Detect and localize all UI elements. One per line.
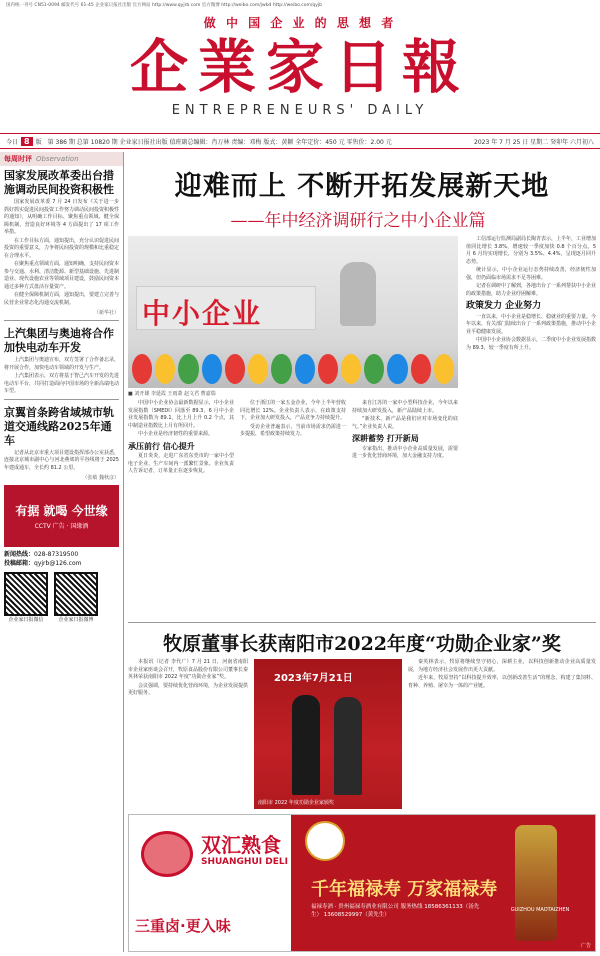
- ball-icon: [155, 354, 175, 384]
- paragraph: 会议强调，要持续优化营商环境，为企业发展提供更好服务。: [128, 682, 249, 696]
- ball-icon: [387, 354, 407, 384]
- left-column: [0, 152, 124, 952]
- divider: [4, 320, 119, 321]
- wine-ad[interactable]: [291, 815, 595, 951]
- wine-brand: 千年福禄寿 万家福禄寿: [311, 879, 498, 900]
- paragraph: 在聚焦重点领域方面，通知明确，支持民间资本参与交通、水利、清洁能源、新型基础设施、先进制造业、现代设施农业等领域项目建设，鼓励民间资本通过多种方式盘活存量资产。: [4, 261, 120, 290]
- shuanghui-brand: 双汇熟食: [201, 833, 281, 857]
- paragraph: 受访企业普遍表示，当前市场需求仍需进一步提振，希望政策持续发力。: [240, 423, 346, 437]
- left-article-1: [0, 199, 123, 307]
- masthead-title: 企業家日報: [129, 33, 470, 101]
- qr-label: 企业家日报微信: [8, 617, 44, 623]
- body-column-1: [128, 400, 234, 477]
- paragraph: 记者在调研中了解到，各地出台了一系列帮扶中小企业的政策措施，助力企业纾困解难。: [466, 283, 597, 297]
- ban-label: 版: [35, 138, 42, 146]
- seal-logo-icon: [305, 821, 345, 861]
- left-ad-banner[interactable]: [4, 485, 119, 547]
- ball-icon: [202, 354, 222, 384]
- masthead-english: ENTREPRENEURS' DAILY: [171, 103, 429, 118]
- paragraph: 上汽集团表示，双方将基于智己汽车开发的先进电动车平台，共同打造面向中国市场的全新高端电动车型。: [4, 373, 120, 394]
- bottle-icon: [515, 825, 557, 941]
- paragraph: 上汽集团与奥迪宣布，双方签署了合作备忘录，将开展合作，加快电动车领域的开发与生产。: [4, 357, 120, 371]
- tag-en: Observation: [36, 155, 79, 163]
- email-address[interactable]: qyjrb@126.com: [34, 560, 82, 567]
- weekly-commentary-tag: [0, 152, 123, 166]
- shuanghui-slogan: 三重卤·更入味: [135, 917, 231, 935]
- paragraph: 来自江苏的一家中小型科技企业，今年以来持续加大研发投入，新产品陆续上市。: [352, 400, 458, 414]
- paragraph: 位于浙江的一家五金企业，今年上半年营收同比增长 12%。企业负责人表示，在政策支持下，企业加大研发投入，产品竞争力持续提升。: [240, 400, 346, 421]
- ball-icon: [318, 354, 338, 384]
- paragraph: 记者从北京市重大项目建设指挥部办公室获悉，连接北京城市副中心与河北燕郊的平谷线将于 2025 年建成通车，全长约 81.2 公里。: [4, 449, 120, 471]
- left-headline-3[interactable]: 京翼首条跨省域城市轨道交通线路2025年通车: [4, 405, 114, 447]
- paragraph: 国家发展改革委 7 月 24 日发布《关于进一步抓好抓实促进民间投资工作努力调动民间投资积极性的通知》，从明确工作目标、聚焦重点领域、健全保障机制、营造良好环境等 4 方面提出了 17 项工作举措。: [4, 199, 120, 235]
- contact-block: [4, 550, 119, 568]
- weibo-qr-icon[interactable]: [54, 572, 98, 616]
- main-right-column: [466, 236, 596, 353]
- second-headline[interactable]: 牧原董事长获南阳市2022年度“功勋企业家”奖: [163, 633, 561, 655]
- ball-icon: [411, 354, 431, 384]
- paragraph: 本报讯（记者 李代广）7 月 21 日，河南省南阳市企业家座谈会召开，牧原食品股份有限公司董事长秦英林荣获南阳市 2022 年度“功勋企业家”奖。: [128, 659, 249, 680]
- hotline-label: 新闻热线：: [4, 551, 35, 558]
- page-count-badge: 8: [21, 137, 33, 146]
- figurine-icon: [340, 262, 376, 326]
- ball-icon: [271, 354, 291, 384]
- paragraph: 统计显示，中小企业运行态势持续改善，经济韧性加强，但仍面临市场需求不足等困难。: [466, 267, 596, 281]
- left-article-2: [0, 357, 123, 396]
- second-story: [128, 622, 596, 812]
- photo-caption: ■ 刘开雄 李延霞 王雨萧 赵文君 曹嘉瑞: [128, 391, 216, 397]
- divider: [4, 399, 119, 400]
- ball-icon: [225, 354, 245, 384]
- second-column-2: [408, 659, 596, 691]
- paragraph: 一直以来，中小企业是稳增长、稳就业的重要力量。今年以来，有关部门陆续出台了一系列政策措施，推动中小企业平稳健康发展。: [466, 313, 597, 335]
- paragraph: 在工作目标方面，通知提出，充分认识促进民间投资的重要意义，力争将民间投资的规模和比重稳定在合理水平。: [4, 237, 120, 259]
- paragraph: 夏日炎炎，走进广东省东莞市的一家中小型电子企业，生产车间内一派繁忙景象。企业负责人告诉记者，订单量正在逐步恢复。: [128, 453, 234, 474]
- main-subheadline: ——年中经济调研行之中小企业篇: [230, 211, 486, 231]
- paragraph: 专家指出，推动中小企业高质量发展，需要进一步优化营商环境，加大金融支持力度。: [352, 445, 458, 459]
- qr-codes: [4, 572, 119, 623]
- ball-icon: [178, 354, 198, 384]
- left-article-3: [0, 450, 123, 473]
- section-subhead: 深耕蓄势 打开新局: [352, 433, 419, 443]
- today-label: 今日: [6, 138, 19, 146]
- top-info-bar: 国内统一刊号 CN51-0094 邮发代号 61-45 企业家日报社出版 官方网站 http://www.qyjrb.com 官方微博 http://weibo.com/jwbd http://weibo.com/qyjb: [6, 3, 323, 8]
- ball-icon: [295, 354, 315, 384]
- person-icon: [334, 697, 362, 795]
- ball-icon: [364, 354, 384, 384]
- section-subhead: 承压前行 信心提升: [128, 440, 195, 451]
- wechat-qr-icon[interactable]: [4, 572, 48, 616]
- hotline-number[interactable]: 028-87319500: [34, 551, 79, 558]
- body-column-3: [352, 400, 458, 477]
- paragraph: 工信部运行监测局副局长陶青表示，上半年，工业增加值同比增长 3.8%，增速较一季度加快 0.8 个百分点。5 月 6 月均实现增长，分别为 3.5%、4.4%，呈现逐月回升态势。: [466, 236, 597, 265]
- paragraph: 近年来，牧原坚持“以科技提升效率，以创新改善生活”的理念，构建了集饲料、育种、养殖、屠宰为一体的产业链。: [408, 675, 596, 689]
- ad-sub: CCTV 广告 · 国缘酒: [34, 523, 89, 530]
- main-headline[interactable]: 迎难而上 不断开拓发展新天地: [174, 171, 550, 202]
- issue-details: 第 386 期 总第 10820 期 企业家日报社出版 值班副总编辑：肖万林 责编：邓梅 版式：黄颖 全年定价：450 元 零售价：2.00 元: [47, 138, 392, 146]
- photo-sign-text: 中小企业: [142, 297, 263, 330]
- ad-tag: 广告: [580, 943, 591, 949]
- colored-balls: [128, 346, 458, 388]
- shuanghui-brand-en: SHUANGHUI DELI: [201, 857, 288, 867]
- wine-info: 福禄寿酒 · 贵州福禄寿酒业有限公司 服务热线 18586361133（汤先生） 13608529997（黄先生）: [311, 904, 480, 918]
- paragraph: 在健全保障机制方面，通知提出，要建立完善与民营企业常态化沟通交流机制。: [4, 292, 120, 306]
- byline: （新华社）: [93, 310, 119, 316]
- paragraph: 中国中小企业协会最新数据显示，中小企业发展指数（SMEDI）回落至 89.3，6 月中小企业发展指数为 89.1，比上月上升 0.2 个点，其中制造业指数比上月有所回升。: [128, 400, 234, 429]
- issue-date: 2023 年 7 月 25 日 星期二 癸卯年 六月初八: [474, 138, 594, 146]
- bottle-label: GUIZHOU MAOTAIZHEN: [510, 907, 570, 913]
- main-story: [128, 152, 596, 622]
- paragraph: “新技术、新产品是我们应对市场变化的底气。”企业负责人说。: [352, 416, 458, 430]
- byline: （张敏 魏秋彦）: [82, 475, 119, 481]
- paragraph: 中国中小企业协会数据显示，二季度中小企业发展指数为 89.3，较一季度有所上升。: [466, 337, 597, 351]
- body-column-2: [240, 400, 346, 477]
- left-headline-1[interactable]: 国家发展改革委出台措施调动民间投资积极性: [4, 169, 114, 196]
- qr-label: 企业家日报微博: [58, 617, 94, 623]
- issue-info-bar: [0, 133, 600, 149]
- section-subhead: 政策发力 企业努力: [466, 301, 542, 311]
- ad-brand: 有据 就喝 今世缘: [15, 504, 108, 518]
- bottom-ads: [128, 814, 596, 952]
- person-icon: [292, 695, 320, 795]
- pig-logo-icon: [141, 831, 193, 877]
- shuanghui-ad[interactable]: [129, 815, 289, 951]
- email-label: 投稿邮箱：: [4, 560, 35, 567]
- ball-icon: [132, 354, 152, 384]
- left-headline-2[interactable]: 上汽集团与奥迪将合作加快电动车开发: [4, 327, 114, 354]
- paragraph: 秦英林表示，牧原将继续坚守初心，深耕主业，以科技创新推动企业高质量发展，为地方经济社会发展作出更大贡献。: [408, 659, 596, 673]
- ball-icon: [434, 354, 454, 384]
- masthead-slogan: 做 中 国 企 业 的 思 想 者: [203, 16, 397, 30]
- tag-cn: 每周时评: [4, 155, 32, 163]
- main-photo: [128, 236, 458, 388]
- award-photo: [254, 659, 402, 809]
- ball-icon: [341, 354, 361, 384]
- second-column-1: [128, 659, 248, 699]
- main-body-columns: [128, 400, 458, 477]
- ball-icon: [248, 354, 268, 384]
- paragraph: 中小企业是经济韧性的重要来源。: [138, 431, 214, 437]
- photo-caption: 南阳市 2022 年度功勋企业家颁奖: [258, 800, 334, 806]
- photo-date: 2023年7月21日: [274, 673, 353, 684]
